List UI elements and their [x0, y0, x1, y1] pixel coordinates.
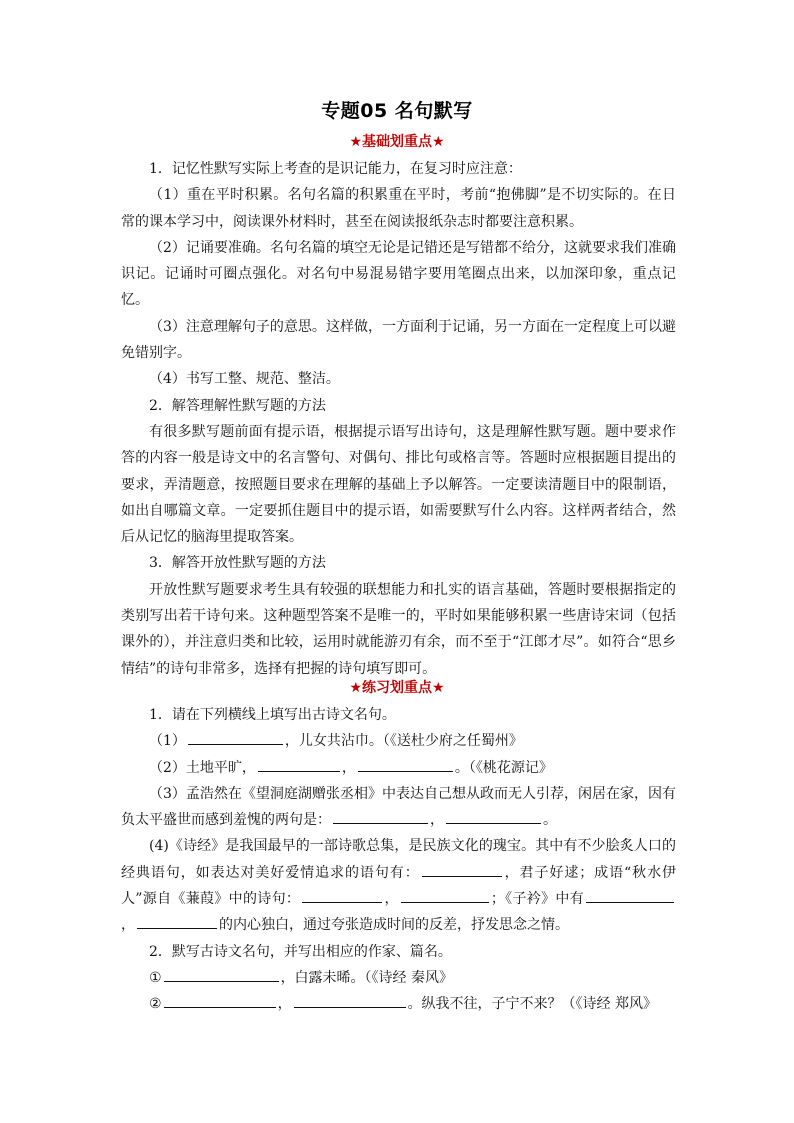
- answer-blank[interactable]: [258, 755, 340, 772]
- paragraph: （4）书写工整、规范、整洁。: [149, 371, 340, 388]
- answer-blank[interactable]: [358, 755, 453, 772]
- paragraph: 3．解答开放性默写题的方法: [149, 555, 326, 572]
- question-text: ，儿女共沾巾。（《送杜少府之任蜀州》: [284, 733, 523, 750]
- question-item: [121, 833, 676, 938]
- answer-blank[interactable]: [294, 991, 406, 1008]
- question-item: [121, 965, 676, 991]
- question-item: [121, 781, 676, 834]
- question-text: ，: [430, 812, 444, 829]
- practice-section-body: [121, 702, 676, 1018]
- paragraph: （3）注意理解句子的意思。这样做，一方面利于记诵，另一方面在一定程度上可以避免错别字。: [121, 318, 676, 362]
- paragraph: 有很多默写题前面有提示语，根据提示语写出诗句，这是理解性默写题。题中要求作答的内容一般是诗文中的名言警句、对偶句、排比句或格言等。答题时应根据题目提出的要求，弄清题意，按照题目要求在理解的基础上予以解答。一定要读清题目中的限制语，如出自哪篇文章。一定要抓住题目中的提示语，如需要默写什么内容。这样两者结合，然后从记忆的脑海里提取答案。: [121, 423, 676, 546]
- question-text: （2）土地平旷，: [149, 759, 256, 776]
- question-item: [121, 728, 676, 754]
- answer-blank[interactable]: [586, 886, 674, 903]
- question-text: （1）: [149, 733, 186, 750]
- question-text: 。（《桃花源记》: [454, 759, 553, 776]
- question-text: ①: [149, 969, 162, 986]
- question-text: ，: [277, 996, 292, 1013]
- question-text: ，: [121, 917, 135, 934]
- question-text: ；《子衿》中有: [490, 891, 585, 908]
- question-stem: 2．默写古诗文名句，并写出相应的作家、篇名。: [149, 943, 452, 960]
- paragraph: （1）重在平时积累。名句名篇的积累重在平时，考前“抱佛脚”是不切实际的。在日常的课本学习中，阅读课外材料时，甚至在阅读报纸杂志时都要注意积累。: [121, 187, 676, 230]
- section-heading-practice: ★练习划重点★: [349, 680, 445, 696]
- page-title: 专题05 名句默写: [321, 100, 473, 122]
- question-text: ，君子好逑；成语“秋水伊人”源自《蒹葭》中的诗句：: [121, 864, 676, 908]
- paragraph: 2．解答理解性默写题的方法: [149, 397, 326, 414]
- question-text: 。: [543, 812, 557, 829]
- answer-blank[interactable]: [164, 991, 276, 1008]
- basics-section-body: [121, 156, 676, 682]
- question-text: 。纵我不往，子宁不来？（《诗经 郑风》: [407, 996, 658, 1013]
- paragraph: 开放性默写题要求考生具有较强的联想能力和扎实的语言基础，答题时要根据指定的类别写出若干诗句来。这种题型答案不是唯一的，平时如果能够积累一些唐诗宋词（包括课外的），并注意归类和比较，运用时就能游刃有余，而不至于“江郎才尽”。如符合“思乡情结”的诗句非常多，选择有把握的诗句填写即可。: [121, 581, 676, 677]
- question-text: 的内心独白，通过夸张造成时间的反差，抒发思念之情。: [219, 917, 569, 934]
- answer-blank[interactable]: [164, 965, 279, 982]
- paragraph: 1．记忆性默写实际上考查的是识记能力，在复习时应注意：: [149, 161, 522, 177]
- question-stem: 1．请在下列横线上填写出古诗文名句。: [149, 707, 396, 723]
- question-text: ，白露未晞。（《诗经 秦风》: [280, 969, 454, 986]
- question-item: [121, 755, 676, 781]
- answer-blank[interactable]: [422, 860, 502, 877]
- question-text: ，: [341, 759, 356, 776]
- answer-blank[interactable]: [302, 886, 382, 903]
- question-item: [121, 991, 676, 1017]
- question-text: (4)《诗经》是我国最早的一部诗歌总集，是民族文化的瑰宝。其中有不少脍炙人口的经典语句，如表达对美好爱情追求的语句有：: [121, 838, 676, 881]
- question-text: ，: [384, 891, 399, 908]
- answer-blank[interactable]: [137, 912, 217, 929]
- answer-blank[interactable]: [188, 728, 283, 745]
- answer-blank[interactable]: [401, 886, 489, 903]
- section-heading-basics: ★基础划重点★: [349, 134, 445, 150]
- question-text: （3）孟浩然在《望洞庭湖赠张丞相》中表达自己想从政而无人引荐，闲居在家，因有负太平盛世而感到羞愧的两句是：: [121, 785, 676, 829]
- answer-blank[interactable]: [333, 807, 428, 824]
- answer-blank[interactable]: [446, 807, 541, 824]
- question-text: ②: [149, 996, 162, 1013]
- paragraph: （2）记诵要准确。名句名篇的填空无论是记错还是写错都不给分，这就要求我们准确识记。记诵时可圈点强化。对名句中易混易错字要用笔圈点出来，以加深印象，重点记忆。: [121, 239, 676, 309]
